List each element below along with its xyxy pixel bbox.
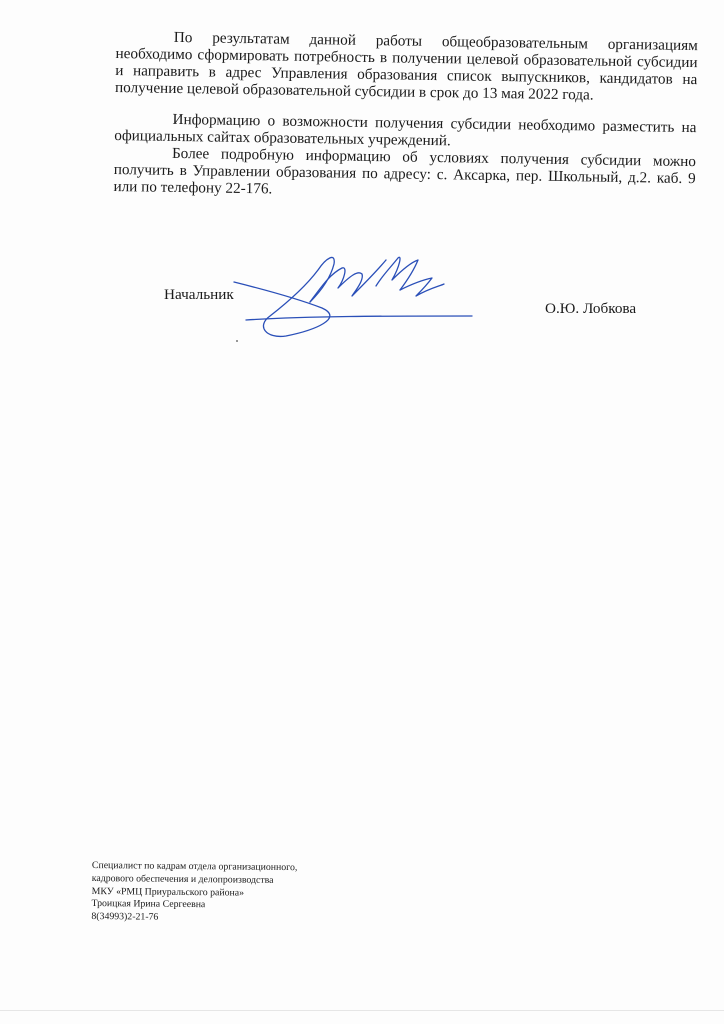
scan-speck <box>236 340 238 342</box>
footer-line-phone: 8(34993)2-21-76 <box>91 911 159 923</box>
footer-line-position: Специалист по кадрам отдела организационного, <box>91 860 298 874</box>
scan-edge-line <box>0 1010 724 1011</box>
footer-line-department: кадрового обеспечения и делопроизводства <box>91 872 274 886</box>
handwritten-signature-icon <box>226 246 476 346</box>
signatory-name: О.Ю. Лобкова <box>545 300 637 317</box>
footer-contact <box>91 860 352 927</box>
footer-line-person: Троицкая Ирина Сергеевна <box>91 898 206 911</box>
paragraph-publish-info: Информацию о возможности получения субсидии необходимо разместить на официальных сайтах образовательных учреждений. <box>114 110 697 150</box>
paragraph-results: По результатам данной работы общеобразовательным организациям необходимо сформировать потребность в получении целевой образовательной субсидии и направить в адрес Управления образования список выпускников, кандидатов на получение целевой образовательной субсидии в срок до 13 мая 2022 года. <box>114 28 698 104</box>
paragraph-contact-info: Более подробную информацию об условиях получения субсидии можно получить в Управлении образования по адресу: с. Аксарка, пер. Школьный, д.2. каб. 9 или по телефону 22-176. <box>113 144 697 198</box>
footer-line-organization: МКУ «РМЦ Приуральского района» <box>91 885 245 899</box>
signatory-title: Начальник <box>164 286 234 303</box>
letter-body <box>113 28 698 204</box>
